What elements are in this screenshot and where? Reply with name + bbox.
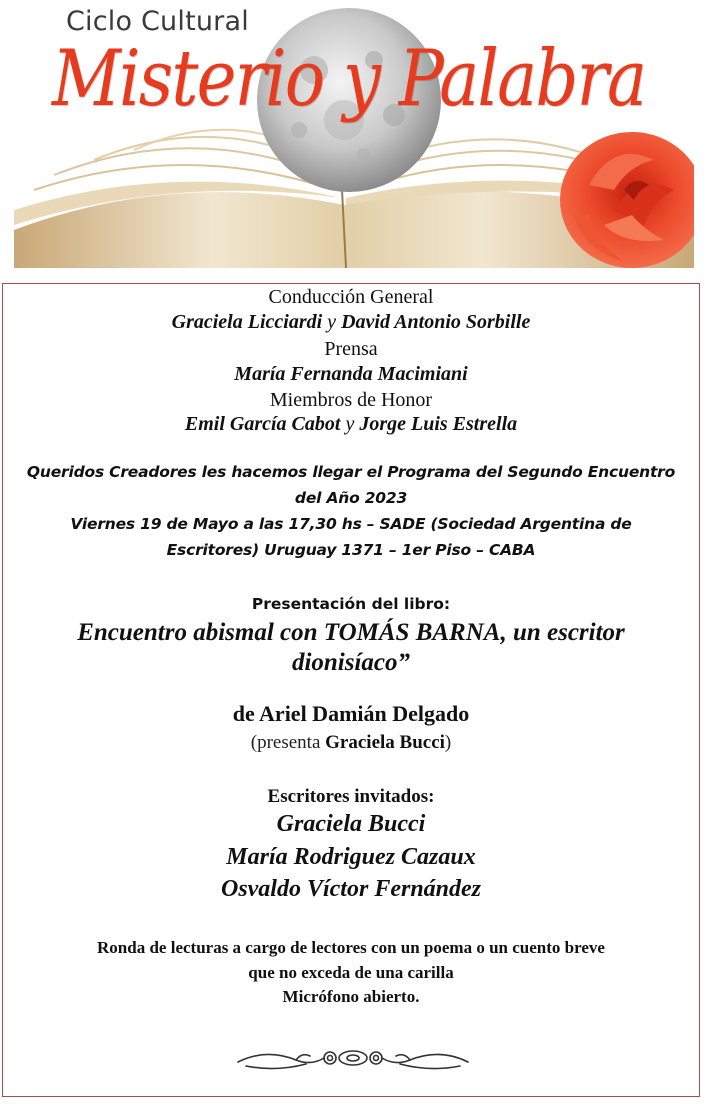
presenter-open: (presenta bbox=[250, 732, 326, 753]
and-word: y bbox=[345, 413, 355, 435]
guests-heading: Escritores invitados: bbox=[267, 786, 435, 807]
book-author: de Ariel Damián Delgado bbox=[232, 701, 470, 726]
series-label: Ciclo Cultural bbox=[66, 6, 249, 37]
closing-line-1: Ronda de lecturas a cargo de lectores con un poema o un cuento breve bbox=[97, 938, 605, 957]
presentation-heading: Presentación del libro: bbox=[251, 595, 451, 613]
general-name-2: David Antonio Sorbille bbox=[341, 311, 531, 333]
invitation-line-1: Queridos Creadores les hacemos llegar el Programa del Segundo Encuentro bbox=[26, 463, 676, 481]
general-names bbox=[0, 311, 702, 334]
press-name: María Fernanda Macimiani bbox=[234, 363, 468, 385]
invitation-line-2: del Año 2023 bbox=[294, 489, 408, 507]
header-banner bbox=[14, 0, 694, 268]
general-name-1: Graciela Licciardi bbox=[171, 311, 323, 333]
guest-name: Osvaldo Víctor Fernández bbox=[220, 876, 481, 902]
presenter-line bbox=[0, 732, 702, 754]
cycle-title: Misterio y Palabra bbox=[52, 34, 646, 124]
closing-line-3: Micrófono abierto. bbox=[282, 987, 420, 1006]
honor-role: Miembros de Honor bbox=[269, 389, 433, 411]
general-role: Conducción General bbox=[268, 286, 434, 308]
closing-line-2: que no exceda de una carilla bbox=[248, 963, 454, 982]
guest-name: Graciela Bucci bbox=[276, 811, 426, 837]
book-title-line-2: dionisíaco” bbox=[291, 649, 411, 676]
honor-name-2: Jorge Luis Estrella bbox=[359, 413, 518, 435]
flourish-divider-icon bbox=[236, 1040, 470, 1076]
honor-names bbox=[0, 413, 702, 436]
book-title-line-1: Encuentro abismal con TOMÁS BARNA, un escritor bbox=[77, 619, 625, 646]
and-word: y bbox=[327, 311, 337, 333]
presenter-close: ) bbox=[444, 732, 452, 753]
invitation-line-4: Escritores) Uruguay 1371 – 1er Piso – CABA bbox=[166, 541, 536, 559]
honor-name-1: Emil García Cabot bbox=[184, 413, 341, 435]
presenter-name: Graciela Bucci bbox=[325, 732, 445, 753]
invitation-line-3: Viernes 19 de Mayo a las 17,30 hs – SADE (Sociedad Argentina de bbox=[70, 515, 632, 533]
press-role: Prensa bbox=[324, 338, 378, 360]
guest-name: María Rodriguez Cazaux bbox=[226, 844, 476, 870]
